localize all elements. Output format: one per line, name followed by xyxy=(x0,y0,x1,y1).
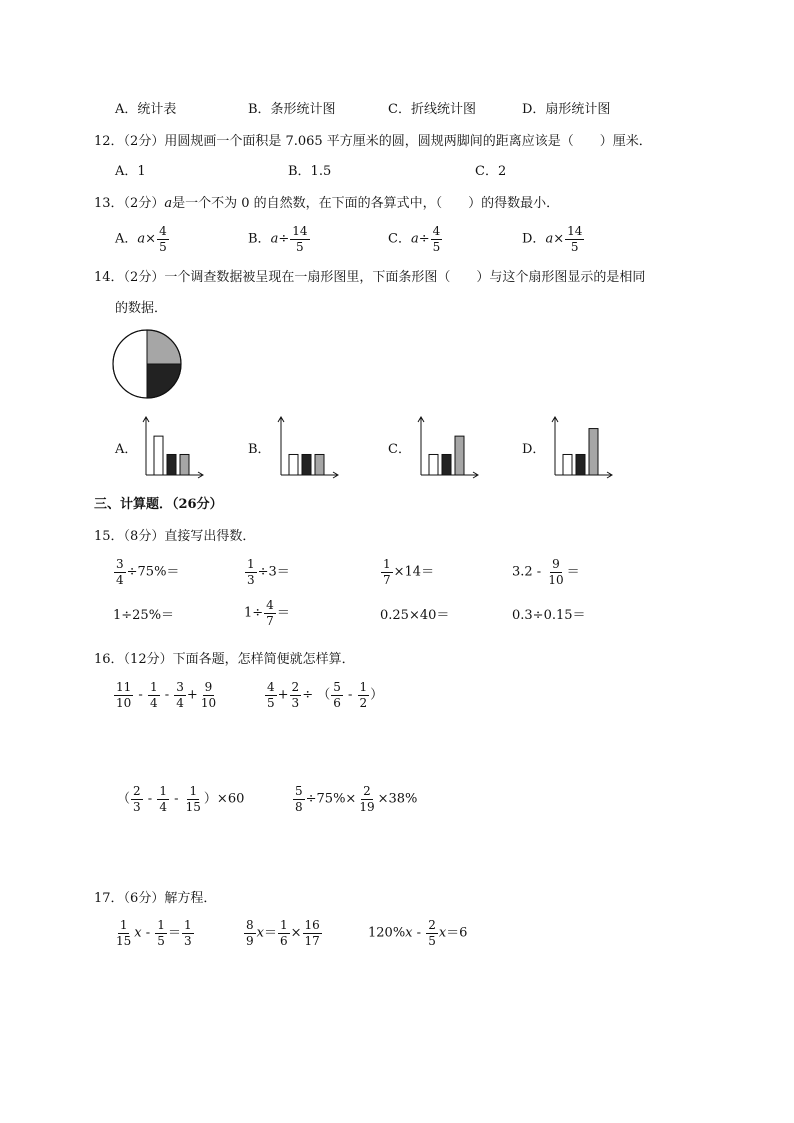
fraction-num: 14 xyxy=(567,224,583,238)
fraction-num: 2 xyxy=(428,918,436,932)
q15-item-6 xyxy=(244,599,290,627)
fraction-num: 3 xyxy=(176,680,184,694)
q12-option-b: B．1.5 xyxy=(288,164,332,179)
operator: - xyxy=(412,925,426,941)
operator: ＝6 xyxy=(446,925,468,941)
fraction-den: 6 xyxy=(280,933,288,948)
operator: + xyxy=(277,687,289,703)
q17-equation-3 xyxy=(368,919,467,947)
q12-option-c: C．2 xyxy=(475,164,507,179)
fraction-den: 4 xyxy=(149,695,158,710)
q15-item-2 xyxy=(244,558,290,586)
q13-stem xyxy=(94,197,559,210)
fraction-num: 2 xyxy=(133,784,141,798)
q16-expression-4 xyxy=(292,785,417,813)
q15-stem: 15．（8分）直接写出得数． xyxy=(94,529,256,544)
fraction-den: 15 xyxy=(116,933,132,948)
q17-equation-1 xyxy=(113,919,195,947)
fraction-num: 1 xyxy=(157,918,165,932)
operator: ×38% xyxy=(377,791,418,807)
option-label: D． xyxy=(522,231,546,247)
q14-bar-chart-c xyxy=(415,415,479,479)
fraction-num: 5 xyxy=(295,784,303,798)
q15-item-3 xyxy=(380,558,434,586)
bar-black xyxy=(576,454,585,475)
option-var: a xyxy=(545,231,554,247)
fraction-den: 3 xyxy=(183,933,192,948)
fraction-num: 4 xyxy=(266,598,274,612)
q13-option-b xyxy=(248,225,311,253)
q14-bar-chart-a xyxy=(140,415,204,479)
expr-text: ＝ xyxy=(566,564,580,580)
fraction-den: 10 xyxy=(200,695,217,710)
fraction-den: 3 xyxy=(247,572,255,587)
fraction xyxy=(265,681,277,709)
bar-white xyxy=(429,454,438,475)
fraction xyxy=(358,681,370,709)
q14-option-d-label: D． xyxy=(522,442,546,457)
fraction-den: 3 xyxy=(291,695,300,710)
operator: × xyxy=(290,925,302,941)
fraction-num: 1 xyxy=(159,784,167,798)
fraction-den: 9 xyxy=(246,933,254,948)
fraction xyxy=(565,225,584,253)
q17-stem: 17．（6分）解方程． xyxy=(94,891,217,906)
fraction-den: 10 xyxy=(548,572,564,587)
q12-option-a: A．1 xyxy=(115,164,146,179)
bar-white xyxy=(289,454,298,475)
bar-gray xyxy=(455,436,464,475)
q16-expression-2 xyxy=(264,681,383,709)
fraction xyxy=(290,225,309,253)
bar-gray xyxy=(315,454,324,475)
q11-option-a: A．统计表 xyxy=(115,102,177,117)
fraction xyxy=(131,785,143,813)
operator: - xyxy=(169,791,183,807)
fraction-num: 16 xyxy=(304,918,320,932)
q13-option-c xyxy=(388,225,443,253)
fraction xyxy=(114,919,133,947)
fraction xyxy=(303,919,322,947)
q17-equation-2 xyxy=(243,919,323,947)
fraction-num: 3 xyxy=(116,557,124,571)
fraction-den: 2 xyxy=(359,695,368,710)
q13-stem-prefix: 13．（2分） xyxy=(94,196,165,211)
option-var: a xyxy=(270,231,279,247)
fraction xyxy=(157,225,169,253)
option-label: A． xyxy=(115,231,138,247)
operator: ）×60 xyxy=(203,791,245,807)
fraction-num: 9 xyxy=(552,557,560,571)
fraction-num: 2 xyxy=(363,784,371,798)
fraction xyxy=(264,599,276,627)
fraction-num: 5 xyxy=(333,680,341,694)
q15-item-5: 1÷25%＝ xyxy=(113,608,175,623)
pie-slice-white xyxy=(113,330,147,398)
option-var: a xyxy=(137,231,146,247)
fraction xyxy=(174,681,186,709)
operator: + xyxy=(186,687,198,703)
option-op: × xyxy=(145,231,157,247)
fraction-den: 3 xyxy=(133,799,141,814)
expr-text: 1÷ xyxy=(244,605,264,621)
q16-expression-1 xyxy=(113,681,219,709)
fraction xyxy=(114,558,126,586)
operator: - xyxy=(343,687,357,703)
fraction-num: 1 xyxy=(119,918,128,932)
fraction xyxy=(426,919,438,947)
option-label: C． xyxy=(388,231,411,247)
expr-text: 3.2 - xyxy=(512,564,546,580)
q14-stem-line1: 14．（2分）一个调查数据被呈现在一扇形图里，下面条形图（ ）与这个扇形图显示的是相同 xyxy=(94,270,646,285)
q14-option-b-label: B． xyxy=(248,442,271,457)
option-var: a xyxy=(410,231,419,247)
fraction xyxy=(182,919,194,947)
q15-item-4 xyxy=(512,558,580,586)
bar-white xyxy=(563,454,572,475)
q14-bar-chart-d xyxy=(549,415,613,479)
q14-bar-chart-b xyxy=(275,415,339,479)
q11-option-d: D．扇形统计图 xyxy=(522,102,611,117)
fraction xyxy=(184,785,203,813)
fraction xyxy=(114,681,133,709)
variable: x xyxy=(256,925,264,941)
fraction-den: 5 xyxy=(296,239,304,254)
fraction xyxy=(244,919,256,947)
fraction-num: 2 xyxy=(291,680,300,694)
q14-option-c-label: C． xyxy=(388,442,411,457)
q16-expression-3 xyxy=(117,785,244,813)
option-op: × xyxy=(553,231,565,247)
fraction-num: 11 xyxy=(116,680,132,694)
q14-stem-line2: 的数据． xyxy=(115,301,168,316)
fraction-num: 1 xyxy=(189,784,198,798)
fraction-num: 1 xyxy=(280,918,288,932)
fraction-den: 5 xyxy=(432,239,441,254)
operator: - xyxy=(143,791,157,807)
fraction-num: 1 xyxy=(183,918,192,932)
variable: x xyxy=(438,925,447,941)
operator: ＝ xyxy=(263,925,277,941)
option-op: ÷ xyxy=(418,231,430,247)
bar-gray xyxy=(180,454,189,475)
q16-stem: 16．（12分）下面各题，怎样简便就怎样算． xyxy=(94,652,355,667)
expr-text: ÷75%＝ xyxy=(126,564,180,580)
section-3-title: 三、计算题．（26分） xyxy=(94,497,223,512)
q15-item-8: 0.3÷0.15＝ xyxy=(512,608,586,623)
fraction-den: 4 xyxy=(159,799,167,814)
operator: - xyxy=(141,925,155,941)
fraction-den: 7 xyxy=(383,572,391,587)
fraction-den: 5 xyxy=(428,933,436,948)
fraction xyxy=(546,558,565,586)
expr-text: ÷3＝ xyxy=(257,564,290,580)
fraction xyxy=(381,558,393,586)
fraction-num: 1 xyxy=(247,557,255,571)
fraction-den: 6 xyxy=(333,695,341,710)
q11-option-c: C．折线统计图 xyxy=(388,102,476,117)
variable: x xyxy=(134,925,142,941)
q15-item-7: 0.25×40＝ xyxy=(380,608,450,623)
bar-black xyxy=(167,454,176,475)
fraction-num: 14 xyxy=(292,224,308,238)
operator: ÷ （ xyxy=(302,687,331,703)
fraction-den: 8 xyxy=(295,799,303,814)
bar-black xyxy=(442,454,451,475)
operator: - xyxy=(134,687,147,703)
q13-stem-var: a xyxy=(164,196,173,211)
operator: ÷75%× xyxy=(305,791,357,807)
fraction-den: 10 xyxy=(116,695,132,710)
fraction xyxy=(148,681,160,709)
bar-black xyxy=(302,454,311,475)
fraction-den: 5 xyxy=(570,239,579,254)
fraction-den: 5 xyxy=(267,695,275,710)
fraction-num: 1 xyxy=(359,680,368,694)
fraction xyxy=(278,919,290,947)
fraction-num: 4 xyxy=(432,224,441,238)
bar-gray xyxy=(589,429,598,475)
fraction-num: 8 xyxy=(246,918,254,932)
expr-text: 120% xyxy=(368,925,406,941)
fraction-num: 4 xyxy=(267,680,275,694)
option-label: B． xyxy=(248,231,271,247)
q13-option-a xyxy=(115,225,170,253)
q12-stem: 12．（2分）用圆规画一个面积是 7.065 平方厘米的圆，圆规两脚间的距离应该是（ ）厘米． xyxy=(94,134,652,149)
fraction xyxy=(331,681,343,709)
operator: ＝ xyxy=(167,925,181,941)
q13-stem-rest: 是一个不为 0 的自然数，在下面的各算式中，（ ）的得数最小． xyxy=(172,196,560,211)
fraction xyxy=(290,681,302,709)
fraction-num: 1 xyxy=(383,557,391,571)
fraction-den: 4 xyxy=(116,572,124,587)
fraction-den: 15 xyxy=(185,799,201,814)
bar-white xyxy=(154,436,163,475)
fraction xyxy=(199,681,218,709)
fraction xyxy=(245,558,257,586)
q11-option-b: B．条形统计图 xyxy=(248,102,336,117)
operator: （ xyxy=(117,791,131,807)
operator: - xyxy=(160,687,174,703)
fraction xyxy=(357,785,376,813)
operator: ） xyxy=(370,687,384,703)
fraction xyxy=(157,785,169,813)
option-op: ÷ xyxy=(278,231,290,247)
fraction xyxy=(155,919,167,947)
expr-text: ＝ xyxy=(276,605,290,621)
fraction-den: 5 xyxy=(157,933,165,948)
fraction-den: 4 xyxy=(176,695,184,710)
q13-option-d xyxy=(522,225,585,253)
q14-option-a-label: A． xyxy=(115,442,138,457)
fraction-den: 7 xyxy=(266,613,274,628)
fraction-num: 4 xyxy=(159,224,167,238)
fraction xyxy=(293,785,305,813)
q14-pie-chart xyxy=(110,328,186,400)
q15-item-1 xyxy=(113,558,179,586)
variable: x xyxy=(405,925,413,941)
fraction-den: 19 xyxy=(359,799,375,814)
fraction xyxy=(431,225,443,253)
fraction-den: 17 xyxy=(304,933,320,948)
fraction-num: 1 xyxy=(149,680,158,694)
fraction-num: 9 xyxy=(204,680,213,694)
expr-text: ×14＝ xyxy=(393,564,435,580)
fraction-den: 5 xyxy=(159,239,167,254)
